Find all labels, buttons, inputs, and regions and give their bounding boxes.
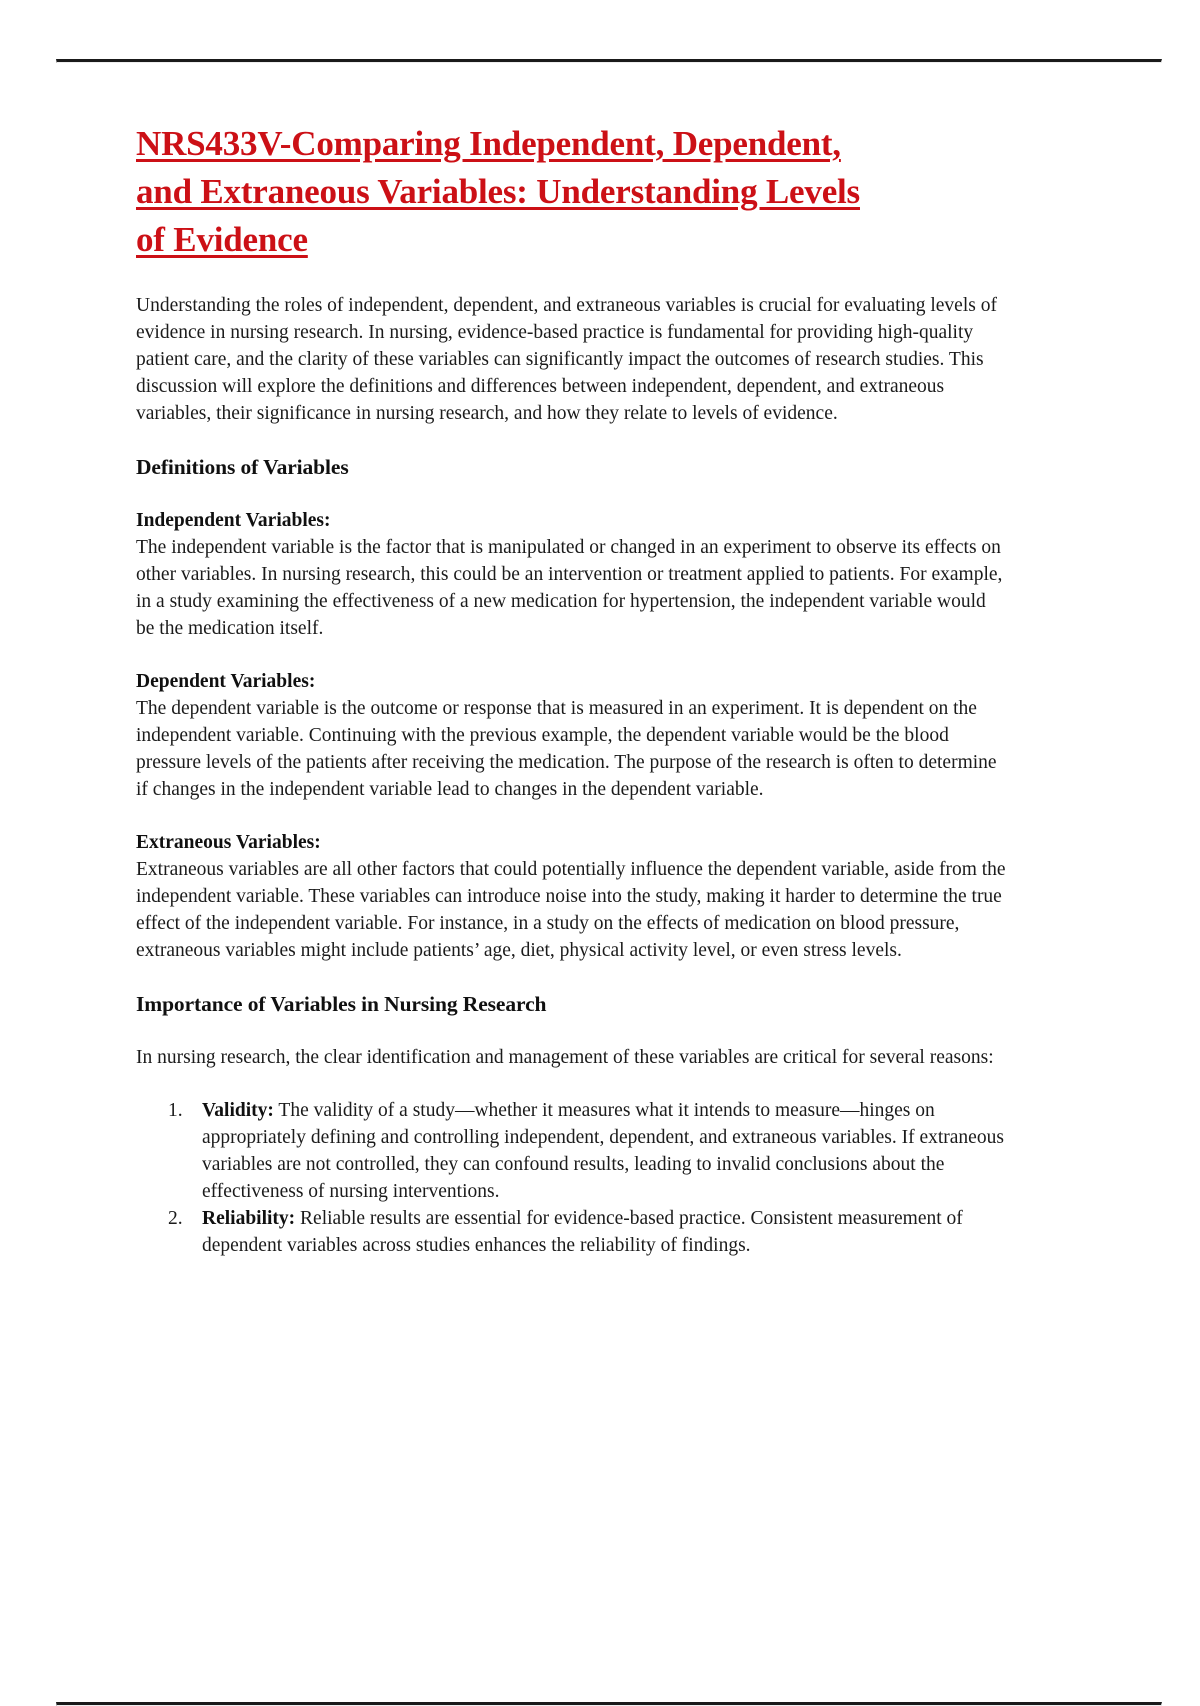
subsection-text: Extraneous variables are all other factors that could potentially influence the dependent variable, aside from the independent variable. These variables can introduce noise into the study, making it harder to determine the true effect of the independent variable. For instance, in a study on the effects of medication on blood pressure, extraneous variables might include patients’ age, diet, physical activity level, or even stress levels. [136,859,1006,961]
subsection-label: Independent Variables: [136,510,331,531]
page-title [136,120,1008,264]
footer-divider [56,1702,1162,1706]
importance-numbered-list [136,1097,1008,1259]
subsection-extraneous-variables [136,829,1008,964]
list-item-text: The validity of a study—whether it measures what it intends to measure—hinges on appropriately defining and controlling independent, dependent, and extraneous variables. If extraneous variables are not controlled, they can confound results, leading to invalid conclusions about the effectiveness of nursing interventions. [202,1100,1004,1202]
document-content [136,120,1008,1259]
subsection-independent-variables [136,507,1008,642]
intro-paragraph: Understanding the roles of independent, dependent, and extraneous variables is crucial for evaluating levels of evidence in nursing research. In nursing, evidence-based practice is fundamental for providing high-quality patient care, and the clarity of these variables can significantly impact the outcomes of research studies. This discussion will explore the definitions and differences between independent, dependent, and extraneous variables, their significance in nursing research, and how they relate to levels of evidence. [136,295,997,424]
list-item-lead: Validity: [202,1100,274,1121]
section-heading-definitions: Definitions of Variables [136,455,349,479]
subsection-text: The dependent variable is the outcome or response that is measured in an experiment. It is dependent on the independent variable. Continuing with the previous example, the dependent variable would be the blood pressure levels of the patients after receiving the medication. The purpose of the research is often to determine if changes in the independent variable lead to changes in the dependent variable. [136,698,997,800]
page-title-line-3: of Evidence [136,220,308,259]
section-heading-importance: Importance of Variables in Nursing Research [136,992,547,1016]
page-title-line-1: NRS433V-Comparing Independent, Dependent, [136,124,841,163]
importance-lead-paragraph: In nursing research, the clear identification and management of these variables are critical for several reasons: [136,1047,994,1068]
header-divider [56,59,1162,63]
list-item [136,1205,1008,1259]
subsection-label: Extraneous Variables: [136,832,321,853]
subsection-label: Dependent Variables: [136,671,316,692]
list-item-text: Reliable results are essential for evidence-based practice. Consistent measurement of dependent variables across studies enhances the reliability of findings. [202,1208,963,1256]
subsection-text: The independent variable is the factor that is manipulated or changed in an experiment to observe its effects on other variables. In nursing research, this could be an intervention or treatment applied to patients. For example, in a study examining the effectiveness of a new medication for hypertension, the independent variable would be the medication itself. [136,537,1003,639]
list-item-lead: Reliability: [202,1208,296,1229]
page-title-line-2: and Extraneous Variables: Understanding Levels [136,172,860,211]
list-item [136,1097,1008,1205]
subsection-dependent-variables [136,668,1008,803]
